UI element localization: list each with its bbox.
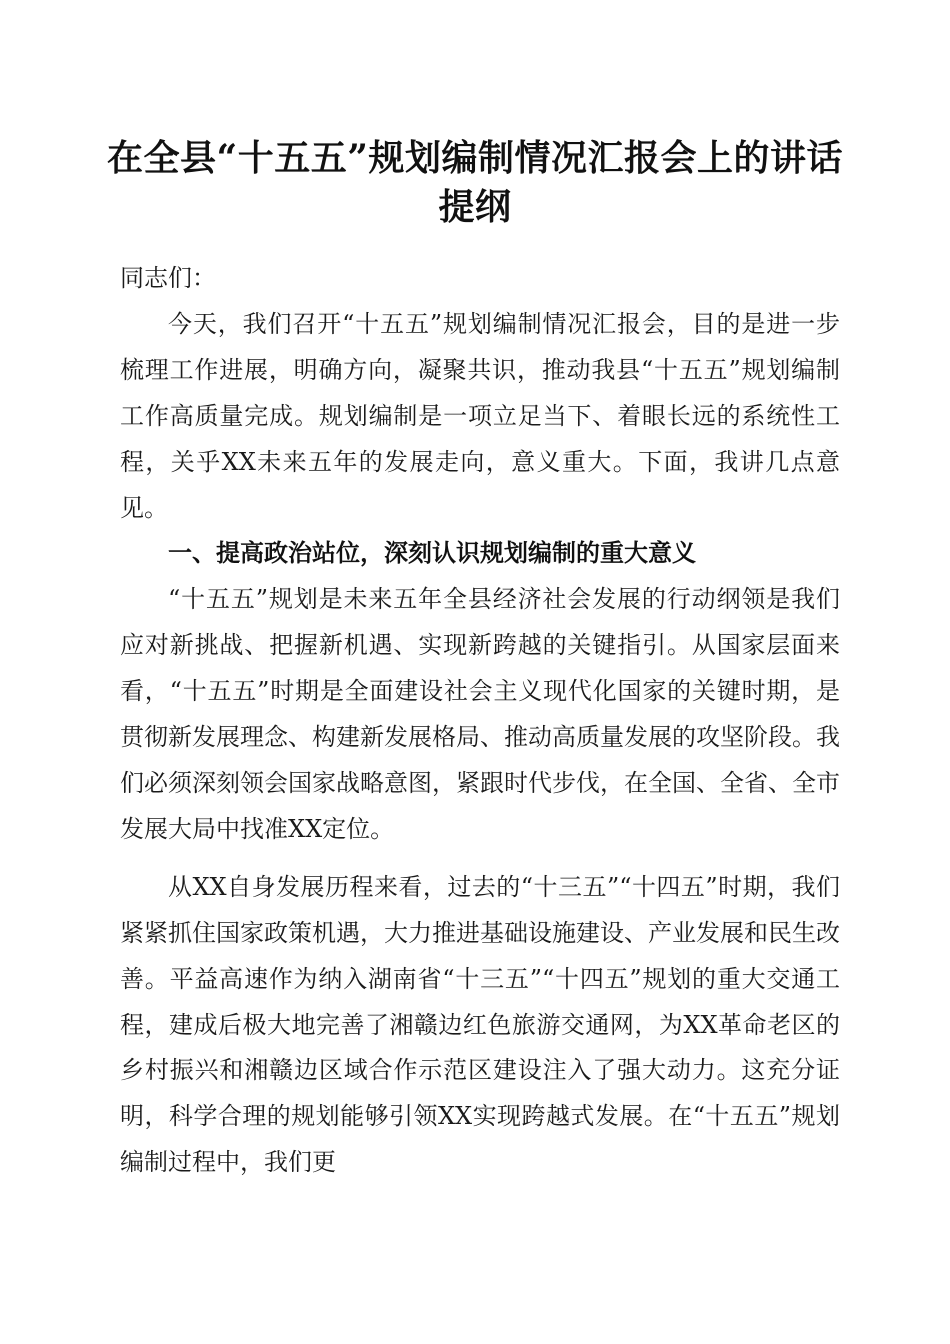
section-1-paragraph-1: “十五五”规划是未来五年全县经济社会发展的行动纲领是我们应对新挑战、把握新机遇、实现新跨越的关键指引。从国家层面来看，“十五五”时期是全面建设社会主义现代化国家的关键时期，是贯彻新发展理念、构建新发展格局、推动高质量发展的攻坚阶段。我们必须深刻领会国家战略意图，紧跟时代步伐，在全国、全省、全市发展大局中找准XX定位。 xyxy=(120,585,840,843)
salutation: 同志们： xyxy=(120,264,216,292)
document-body xyxy=(120,256,840,1186)
document-title: 在全县“十五五”规划编制情况汇报会上的讲话提纲 xyxy=(107,137,843,228)
intro-paragraph: 今天，我们召开“十五五”规划编制情况汇报会，目的是进一步梳理工作进展，明确方向，凝聚共识，推动我县“十五五”规划编制工作高质量完成。规划编制是一项立足当下、着眼长远的系统性工程，关乎XX未来五年的发展走向，意义重大。下面，我讲几点意见。 xyxy=(120,309,840,522)
section-1-paragraph-2: 从XX自身发展历程来看，过去的“十三五”“十四五”时期，我们紧紧抓住国家政策机遇，大力推进基础设施建设、产业发展和民生改善。平益高速作为纳入湖南省“十三五”“十四五”规划的重大交通工程，建成后极大地完善了湘赣边红色旅游交通网，为XX革命老区的乡村振兴和湘赣边区域合作示范区建设注入了强大动力。这充分证明，科学合理的规划能够引领XX实现跨越式发展。在“十五五”规划编制过程中，我们更 xyxy=(120,872,840,1177)
section-heading-1: 一、提高政治站位，深刻认识规划编制的重大意义 xyxy=(168,539,696,568)
